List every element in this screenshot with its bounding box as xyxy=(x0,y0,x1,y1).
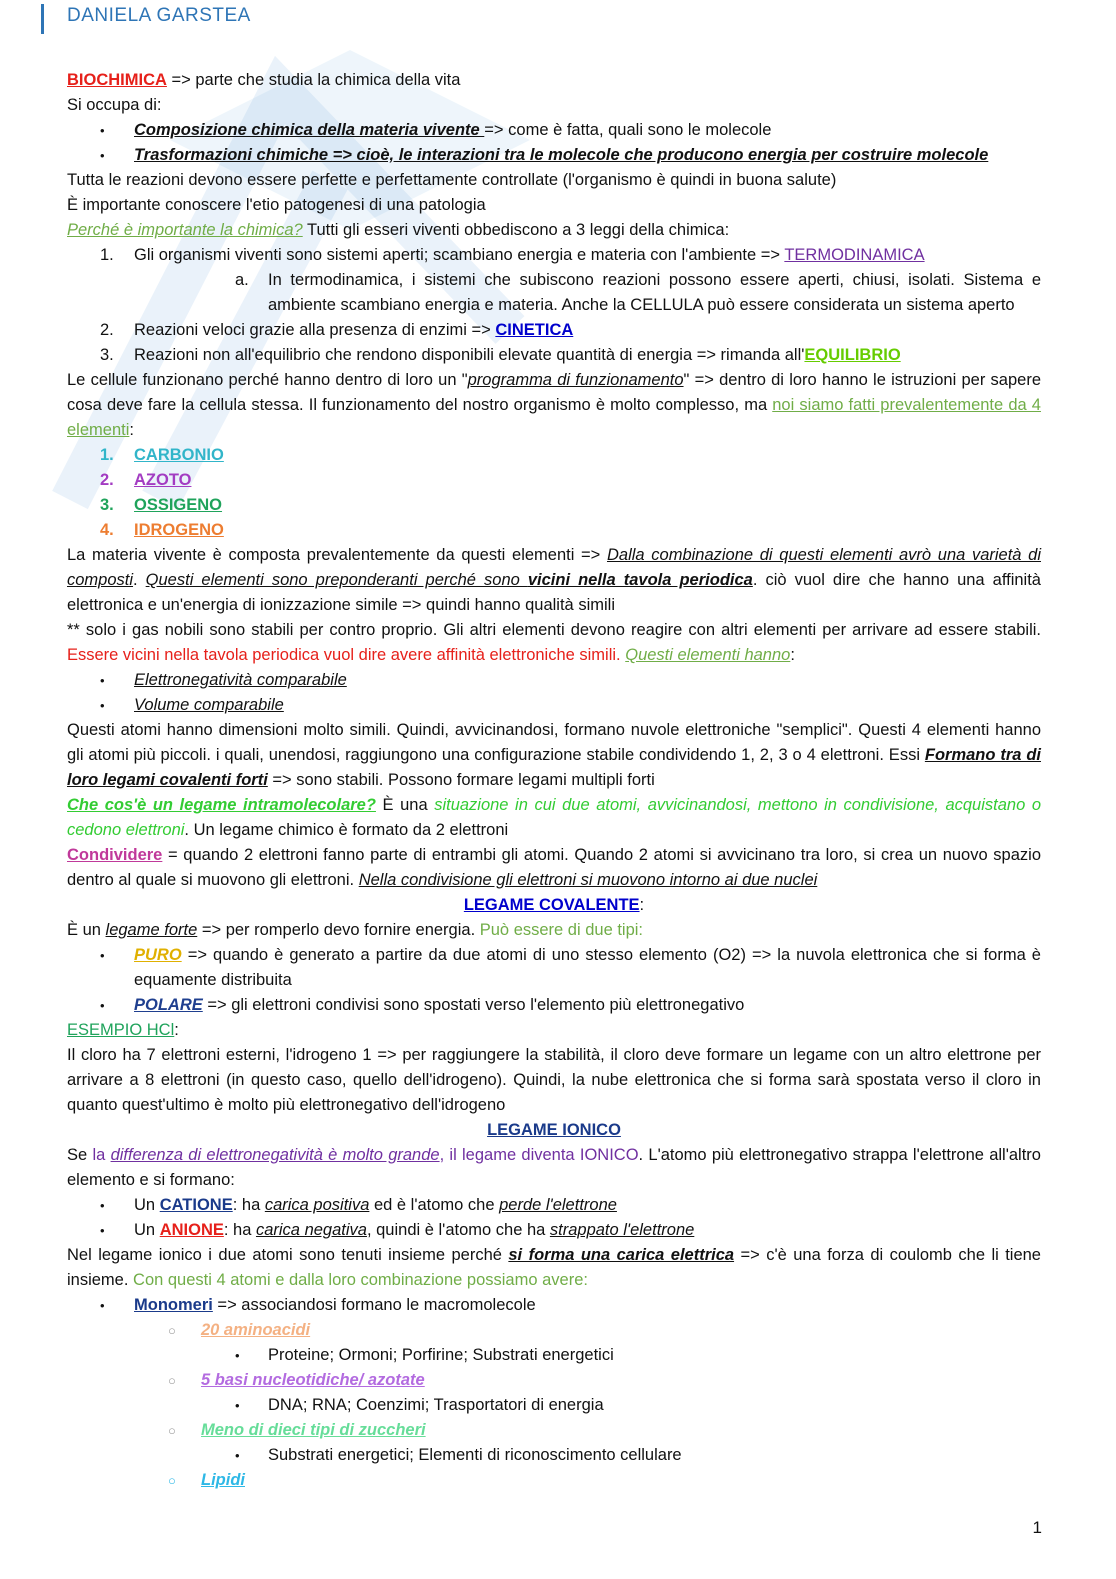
bullet-icon: • xyxy=(100,123,105,138)
text: => sono stabili. Possono formare legami multipli forti xyxy=(267,771,655,789)
term-condividere: Condividere xyxy=(67,846,163,864)
list-number: 3. xyxy=(100,496,114,514)
text: differenza di elettronegatività è molto grande xyxy=(110,1146,440,1164)
text: : xyxy=(129,421,134,439)
bullet-icon: • xyxy=(235,1348,240,1363)
paragraph xyxy=(67,843,1041,893)
text: Le cellule funzionano perché hanno dentro di loro un " xyxy=(67,371,468,389)
text: , il legame diventa IONICO xyxy=(439,1146,639,1164)
list-item xyxy=(67,343,1041,368)
circle-bullet-icon: ○ xyxy=(168,1473,176,1488)
paragraph xyxy=(67,68,1041,93)
paragraph xyxy=(67,218,1041,243)
text: => come è fatta, quali sono le molecole xyxy=(484,121,772,139)
header-author: DANIELA GARSTEA xyxy=(67,5,251,26)
text: noi siamo fatti prevalentemente da 4 elementi xyxy=(67,396,1041,439)
text: È una xyxy=(375,796,435,814)
bullet-icon: • xyxy=(100,1298,105,1313)
text: Volume comparabile xyxy=(134,696,284,714)
sublist-item xyxy=(67,1368,1041,1393)
paragraph xyxy=(67,1143,1041,1193)
term-catione: CATIONE xyxy=(159,1196,233,1214)
list-item xyxy=(67,243,1041,268)
text: => per romperlo devo fornire energia. xyxy=(197,921,480,939)
sublist-item xyxy=(67,1468,1041,1493)
element-azoto: AZOTO xyxy=(134,471,192,489)
list-item xyxy=(67,993,1041,1018)
text: => gli elettroni condivisi sono spostati verso l'elemento più elettronegativo xyxy=(202,996,745,1014)
text: Reazioni non all'equilibrio che rendono disponibili elevate quantità di energia => rimanda all' xyxy=(134,346,805,364)
text: Elettronegatività comparabile xyxy=(134,671,347,689)
text: Trasformazioni chimiche => cioè, le interazioni tra le molecole che producono energia per costruire molecole xyxy=(134,146,989,164)
text: carica positiva xyxy=(264,1196,370,1214)
text: : xyxy=(174,1021,179,1039)
element-item xyxy=(67,518,1041,543)
text: 5 basi nucleotidiche/ azotate xyxy=(201,1371,425,1389)
section-heading xyxy=(67,893,1041,918)
text: Substrati energetici; Elementi di riconoscimento cellulare xyxy=(268,1446,682,1464)
term-anione: ANIONE xyxy=(159,1221,224,1239)
element-item xyxy=(67,468,1041,493)
text: Nel legame ionico i due atomi sono tenuti insieme perché xyxy=(67,1246,509,1264)
bullet-icon: • xyxy=(235,1448,240,1463)
heading-legame-ionico: LEGAME IONICO xyxy=(487,1121,621,1139)
list-number: 4. xyxy=(100,521,114,539)
term-biochimica: BIOCHIMICA xyxy=(67,71,167,89)
bullet-icon: • xyxy=(100,1223,105,1238)
text: Composizione chimica della materia vivente xyxy=(134,121,485,139)
list-item xyxy=(67,118,1041,143)
text: Nella condivisione gli elettroni si muovono intorno ai due nuclei xyxy=(358,871,818,889)
paragraph xyxy=(67,1243,1041,1293)
element-idrogeno: IDROGENO xyxy=(134,521,224,539)
text: : xyxy=(639,896,645,914)
text: : ha xyxy=(223,1221,256,1239)
example-label: ESEMPIO HCl xyxy=(67,1021,175,1039)
text: Dalla combinazione di questi elementi avrò una varietà di composti xyxy=(67,546,1041,589)
text: carica negativa xyxy=(255,1221,367,1239)
term-equilibrio: EQUILIBRIO xyxy=(804,346,901,364)
circle-bullet-icon: ○ xyxy=(168,1323,176,1338)
paragraph xyxy=(67,1018,1041,1043)
bullet-icon: • xyxy=(100,148,105,163)
paragraph xyxy=(67,718,1041,793)
bullet-icon: • xyxy=(100,698,105,713)
element-carbonio: CARBONIO xyxy=(134,446,224,464)
bullet-icon: • xyxy=(100,998,105,1013)
text: vicini nella tavola periodica xyxy=(527,571,753,589)
term-monomeri: Monomeri xyxy=(134,1296,213,1314)
paragraph xyxy=(67,543,1041,618)
page-number: 1 xyxy=(1032,1518,1042,1537)
circle-bullet-icon: ○ xyxy=(168,1423,176,1438)
paragraph xyxy=(67,368,1041,443)
text: Proteine; Ormoni; Porfirine; Substrati energetici xyxy=(268,1346,614,1364)
element-ossigeno: OSSIGENO xyxy=(134,496,223,514)
element-item xyxy=(67,493,1041,518)
text: In termodinamica, i sistemi che subiscono reazioni possono essere aperti, chiusi, isolati. Sistema e ambiente scambiano energia e materia. Anche la CELLULA può essere considerata un sistema aperto xyxy=(268,271,1041,314)
paragraph: Tutta le reazioni devono essere perfette e perfettamente controllate (l'organismo è quindi in buona salute) xyxy=(67,171,837,189)
sublist-item xyxy=(67,1318,1041,1343)
question-link: Perché è importante la chimica? xyxy=(67,221,303,239)
text: perde l'elettrone xyxy=(499,1196,617,1214)
text: È un xyxy=(67,921,106,939)
section-heading xyxy=(67,1118,1041,1143)
text: legame forte xyxy=(105,921,198,939)
paragraph xyxy=(67,618,1041,668)
text: programma di funzionamento xyxy=(467,371,684,389)
text: si forma una carica elettrica xyxy=(508,1246,735,1264)
sublist-item xyxy=(67,1418,1041,1443)
text: La materia vivente è composta prevalentemente da questi elementi => xyxy=(67,546,607,564)
text: Questi elementi hanno xyxy=(625,646,791,664)
text: Meno di dieci tipi di zuccheri xyxy=(201,1421,426,1439)
text: la xyxy=(92,1146,111,1164)
text: ed è l'atomo che xyxy=(369,1196,500,1214)
text: ** solo i gas nobili sono stabili per contro proprio. Gli altri elementi devono reagire con altri elementi per arrivare ad essere stabili. xyxy=(67,621,1041,639)
list-item xyxy=(67,668,1041,693)
list-number: 1. xyxy=(100,246,114,264)
text: : xyxy=(790,646,795,664)
text: . xyxy=(133,571,146,589)
text: , quindi è l'atomo che ha xyxy=(366,1221,550,1239)
text: Con questi 4 atomi e dalla loro combinazione possiamo avere: xyxy=(133,1271,588,1289)
document-body xyxy=(67,68,1041,1493)
text: Questi elementi sono preponderanti perché sono xyxy=(145,571,528,589)
term-polare: POLARE xyxy=(134,996,203,1014)
text: . L'atomo più elettronegativo strappa l'elettrone all'altro elemento e si formano: xyxy=(67,1146,1041,1189)
bullet-icon: • xyxy=(100,948,105,963)
paragraph: Si occupa di: xyxy=(67,96,162,114)
text: Un xyxy=(134,1196,160,1214)
text: 20 aminoacidi xyxy=(201,1321,311,1339)
list-number: 2. xyxy=(100,321,114,339)
text: Reazioni veloci grazie alla presenza di enzimi => xyxy=(134,321,496,339)
list-number: 1. xyxy=(100,446,114,464)
bullet-icon: • xyxy=(235,1398,240,1413)
text: Se xyxy=(67,1146,93,1164)
text: Formano tra di loro legami covalenti forti xyxy=(67,746,1041,789)
text: " => dentro di loro hanno le istruzioni per sapere cosa deve fare la cellula stessa. Il funzionamento del nostro organismo è molto complesso, ma xyxy=(67,371,1041,414)
subsublist-item xyxy=(67,1443,1041,1468)
circle-bullet-icon: ○ xyxy=(168,1373,176,1388)
text: => c'è una forza di coulomb che li tiene insieme. xyxy=(67,1246,1041,1289)
heading-legame-covalente: LEGAME COVALENTE xyxy=(463,896,640,914)
list-item xyxy=(67,1193,1041,1218)
paragraph xyxy=(67,918,1041,943)
paragraph xyxy=(67,793,1041,843)
element-item xyxy=(67,443,1041,468)
subsublist-item xyxy=(67,1393,1041,1418)
bullet-icon: • xyxy=(100,1198,105,1213)
term-puro: PURO xyxy=(134,946,182,964)
term-cinetica: CINETICA xyxy=(495,321,574,339)
text: => quando è generato a partire da due atomi di uno stesso elemento (O2) => la nuvola elettronica che si forma è equamente distribuita xyxy=(134,946,1041,989)
list-item xyxy=(67,1218,1041,1243)
list-letter: a. xyxy=(235,271,249,289)
paragraph: È importante conoscere l'etio patogenesi di una patologia xyxy=(67,196,486,214)
list-item xyxy=(67,1293,1041,1318)
text: DNA; RNA; Coenzimi; Trasportatori di energia xyxy=(268,1396,604,1414)
text: Un xyxy=(134,1221,160,1239)
text: . ciò vuol dire che hanno una affinità elettronica e un'energia di ionizzazione simile => quindi hanno qualità simili xyxy=(67,571,1041,614)
subsublist-item xyxy=(67,1343,1041,1368)
text: Gli organismi viventi sono sistemi aperti; scambiano energia e materia con l'ambiente => xyxy=(134,246,785,264)
list-item xyxy=(67,143,1041,168)
header-accent-bar xyxy=(41,4,44,34)
text: => parte che studia la chimica della vita xyxy=(166,71,461,89)
text: Essere vicini nella tavola periodica vuol dire avere affinità elettroniche simili. xyxy=(67,646,626,664)
text: Lipidi xyxy=(201,1471,245,1489)
text: Questi atomi hanno dimensioni molto simili. Quindi, avvicinandosi, formano nuvole elettroniche "semplici". Questi 4 elementi hanno gli atomi più piccoli. i quali, unendosi, raggiungono una configurazione stabile condividendo 1, 2, 3 o 4 elettroni. Essi xyxy=(67,721,1041,764)
list-item xyxy=(67,268,1041,318)
text: : ha xyxy=(232,1196,265,1214)
text: strappato l'elettrone xyxy=(549,1221,695,1239)
text: Può essere di due tipi: xyxy=(479,921,644,939)
text: = quando 2 elettroni fanno parte di entrambi gli atomi. Quando 2 atomi si avvicinano tra loro, si crea un nuovo spazio dentro al quale si muovono gli elettroni. xyxy=(67,846,1041,889)
text: situazione in cui due atomi, avvicinandosi, mettono in condivisione, acquistano o cedono elettroni xyxy=(67,796,1042,839)
list-item xyxy=(67,693,1041,718)
list-item xyxy=(67,318,1041,343)
text: . Un legame chimico è formato da 2 elettroni xyxy=(184,821,509,839)
question-link: Che cos'è un legame intramolecolare? xyxy=(67,796,376,814)
bullet-icon: • xyxy=(100,673,105,688)
term-termodinamica: TERMODINAMICA xyxy=(784,246,925,264)
list-item xyxy=(67,943,1041,993)
list-number: 3. xyxy=(100,346,114,364)
text: => associandosi formano le macromolecole xyxy=(212,1296,536,1314)
list-number: 2. xyxy=(100,471,114,489)
paragraph: Il cloro ha 7 elettroni esterni, l'idrogeno 1 => per raggiungere la stabilità, il cloro deve formare un legame con un altro elettrone per arrivare a 8 elettroni (in questo caso, quello dell'idrogeno). Quindi, la nube elettronica che si forma sarà spostata verso il cloro in quanto quest'ultimo è molto più elettronegativo dell'idrogeno xyxy=(67,1046,1041,1114)
text: Tutti gli esseri viventi obbediscono a 3 leggi della chimica: xyxy=(302,221,730,239)
